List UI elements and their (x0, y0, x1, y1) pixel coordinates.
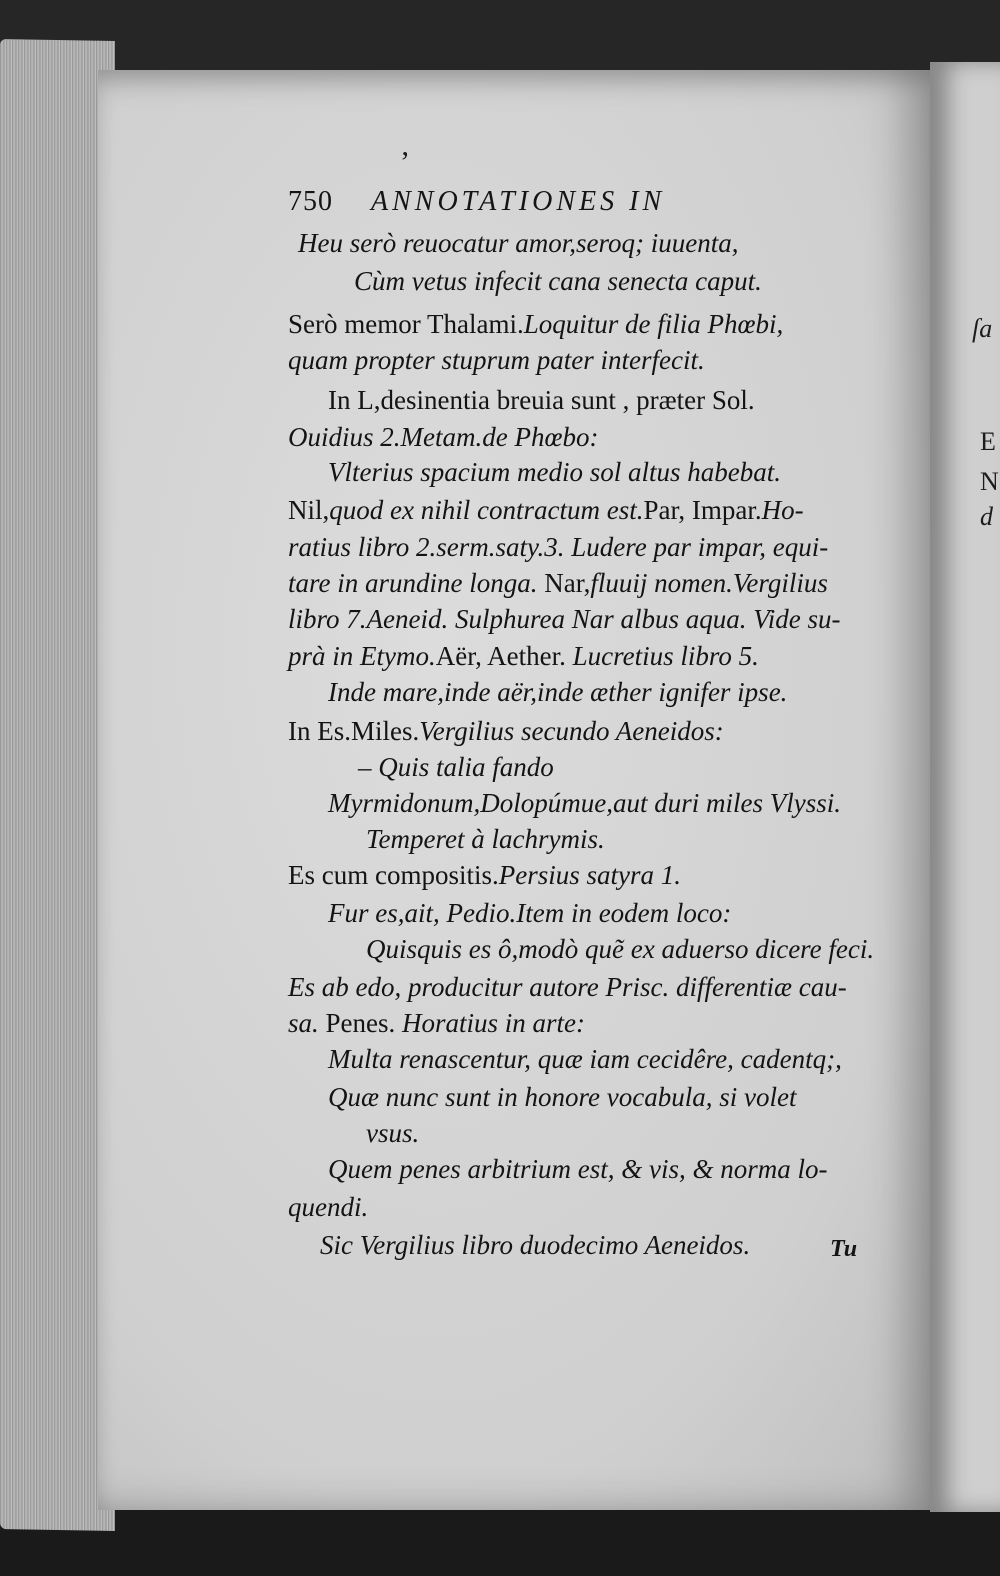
text-run: prà in Etymo. (288, 641, 436, 671)
text-run: Cùm vetus infecit cana senecta caput. (354, 266, 762, 296)
text-line (288, 493, 804, 527)
text-line (358, 750, 554, 784)
text-run: tare in arundine longa. (288, 568, 545, 598)
text-line (354, 264, 762, 298)
text-run: Sic Vergilius libro duodecimo Aeneidos. (320, 1230, 751, 1260)
text-line (288, 714, 724, 748)
text-run: Multa renascentur, quæ iam cecidêre, cadentq;, (328, 1044, 842, 1074)
text-run: In Es.Miles. (288, 716, 420, 746)
text-run: Nil, (288, 495, 330, 525)
text-run: fluuij nomen.Vergilius (590, 568, 828, 598)
text-run: Aër, Aether. (435, 641, 573, 671)
text-run: Fur es,ait, Pedio.Item in eodem loco: (328, 898, 732, 928)
right-page-fragment: d (980, 502, 993, 531)
text-line (328, 675, 787, 709)
text-run: Heu serò reuocatur amor,seroq; iuuenta, (298, 228, 739, 258)
right-page-fragment: E (980, 427, 996, 456)
text-run: Serò memor Thalami. (288, 309, 524, 339)
text-run: Es cum compositis. (288, 860, 499, 890)
text-line (288, 1006, 585, 1040)
text-run: Ho- (761, 495, 804, 525)
text-run: Es ab edo, producitur autore Prisc. differentiæ cau- (288, 972, 847, 1002)
text-run: Inde mare,inde aër,inde æther ignifer ipse. (328, 677, 788, 707)
text-line (288, 566, 828, 600)
text-run: In L,desinentia breuia sunt , præter Sol. (328, 385, 755, 415)
text-run: ratius libro 2.serm.saty.3. Ludere par impar, equi- (288, 532, 829, 562)
text-run: quendi. (288, 1192, 369, 1222)
text-line (288, 858, 681, 892)
text-line (328, 1042, 842, 1076)
text-run: Nar, (544, 568, 591, 598)
text-run: sa. (288, 1008, 326, 1038)
text-line (288, 602, 840, 636)
text-line (288, 343, 705, 377)
text-run: libro 7.Aeneid. Sulphurea Nar albus aqua. Vide su- (288, 604, 841, 634)
text-run: Ouidius 2.Metam.de Phœbo: (288, 422, 599, 452)
text-run: Vergilius secundo Aeneidos: (419, 716, 724, 746)
text-line (288, 970, 847, 1004)
text-line (328, 383, 755, 417)
text-run: Myrmidonum,Dolopúmue,aut duri miles Vlyssi. (328, 788, 841, 818)
text-run: Persius satyra 1. (498, 860, 681, 890)
text-run: vsus. (366, 1118, 420, 1148)
text-line (288, 307, 783, 341)
text-run: quam propter stuprum pater interfecit. (288, 345, 705, 375)
text-run: quod ex nihil contractum est. (329, 495, 644, 525)
text-line (366, 1116, 419, 1150)
printer-mark: ʼ (400, 146, 410, 179)
text-line (288, 639, 759, 673)
text-run: Horatius in arte: (402, 1008, 586, 1038)
text-run: Penes. (325, 1008, 403, 1038)
right-page-fragment: N (980, 467, 999, 496)
text-run: Quem penes arbitrium est, & vis, & norma lo- (328, 1154, 828, 1184)
text-run: Par, Impar. (643, 495, 762, 525)
text-line (328, 786, 841, 820)
text-line (288, 1190, 368, 1224)
text-line (298, 226, 738, 260)
text-run: Vlterius spacium medio sol altus habebat. (328, 457, 781, 487)
text-run: – Quis talia fando (358, 752, 554, 782)
text-run: Quæ nunc sunt in honore vocabula, si volet (328, 1082, 797, 1112)
text-run: Loquitur de filia Phœbi, (523, 309, 784, 339)
text-run: Temperet à lachrymis. (366, 824, 605, 854)
running-title: ANNOTATIONES IN (371, 186, 666, 217)
text-line (328, 1152, 827, 1186)
text-line (320, 1228, 750, 1262)
running-head (288, 186, 665, 218)
text-line (288, 420, 598, 454)
text-line (366, 822, 605, 856)
text-line (328, 1080, 796, 1114)
text-line (328, 896, 731, 930)
right-page-fragment: ſa (972, 314, 993, 343)
text-run: Quisquis es ô,modò quẽ ex aduerso dicere feci. (366, 934, 875, 964)
text-line (288, 530, 828, 564)
text-line (328, 455, 781, 489)
text-run: Lucretius libro 5. (572, 641, 759, 671)
text-line (366, 932, 874, 966)
catchword: Tu (830, 1236, 858, 1262)
page-number: 750 (288, 186, 333, 217)
